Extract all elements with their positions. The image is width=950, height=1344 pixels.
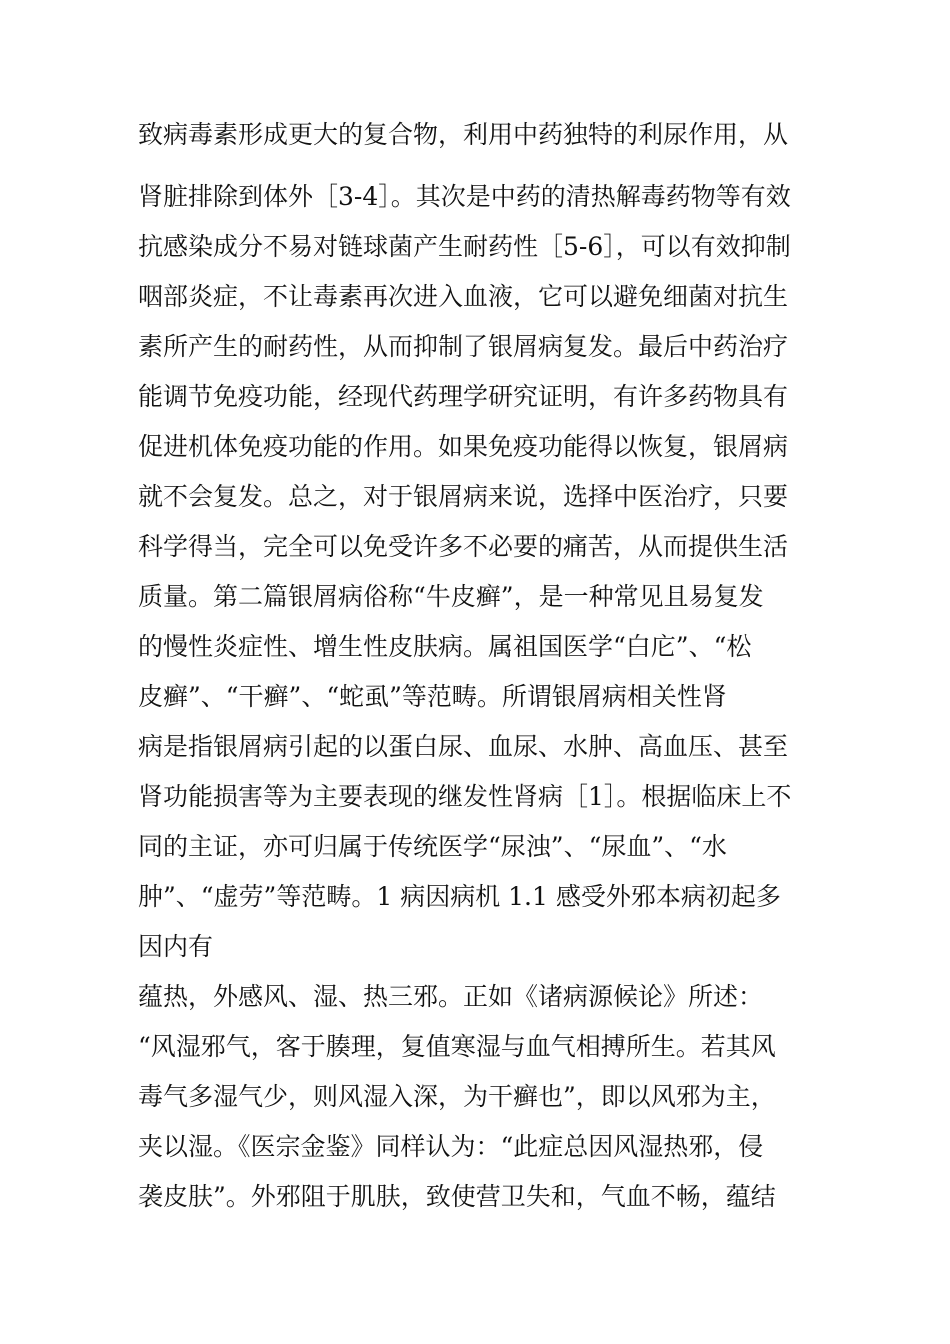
text-line: 皮癣”、“干癣”、“蛇虱”等范畴。所谓银屑病相关性肾 — [138, 682, 727, 711]
text-line: 的慢性炎症性、增生性皮肤病。属祖国医学“白庀”、“松 — [138, 632, 752, 661]
text-line: 毒气多湿气少，则风湿入深，为干癣也”，即以风邪为主， — [138, 1082, 776, 1111]
text-line: 肾功能损害等为主要表现的继发性肾病［1］。根据临床上不 — [138, 782, 792, 811]
text-line: 促进机体免疫功能的作用。如果免疫功能得以恢复，银屑病 — [138, 432, 789, 461]
text-line: 质量。第二篇银屑病俗称“牛皮癣”，是一种常见且易复发 — [138, 582, 764, 611]
text-line: 素所产生的耐药性，从而抑制了银屑病复发。最后中药治疗 — [138, 332, 789, 361]
text-line: 袭皮肤”。外邪阻于肌肤，致使营卫失和，气血不畅，蕴结 — [138, 1182, 776, 1211]
text-line: 能调节免疫功能，经现代药理学研究证明，有许多药物具有 — [138, 382, 789, 411]
text-line: 同的主证，亦可归属于传统医学“尿浊”、“尿血”、“水 — [138, 832, 727, 861]
text-line: 科学得当，完全可以免受许多不必要的痛苦，从而提供生活 — [138, 532, 789, 561]
text-line: 因内有 — [138, 932, 214, 961]
text-line: “风湿邪气，客于腠理，复值寒湿与血气相搏所生。若其风 — [138, 1032, 776, 1061]
text-line: 肾脏排除到体外［3-4］。其次是中药的清热解毒药物等有效 — [138, 182, 791, 211]
text-line: 肿”、“虚劳”等范畴。1 病因病机 1.1 感受外邪本病初起多 — [138, 882, 781, 911]
text-line: 咽部炎症，不让毒素再次进入血液，它可以避免细菌对抗生 — [138, 282, 789, 311]
text-line: 抗感染成分不易对链球菌产生耐药性［5-6］，可以有效抑制 — [138, 232, 791, 261]
text-line: 蕴热，外感风、湿、热三邪。正如《诸病源候论》所述： — [138, 982, 764, 1011]
text-line: 病是指银屑病引起的以蛋白尿、血尿、水肿、高血压、甚至 — [138, 732, 789, 761]
text-line: 致病毒素形成更大的复合物，利用中药独特的利尿作用，从 — [138, 120, 789, 149]
text-line: 就不会复发。总之，对于银屑病来说，选择中医治疗，只要 — [138, 482, 789, 511]
text-line: 夹以湿。《医宗金鉴》同样认为：“此症总因风湿热邪，侵 — [138, 1132, 764, 1161]
